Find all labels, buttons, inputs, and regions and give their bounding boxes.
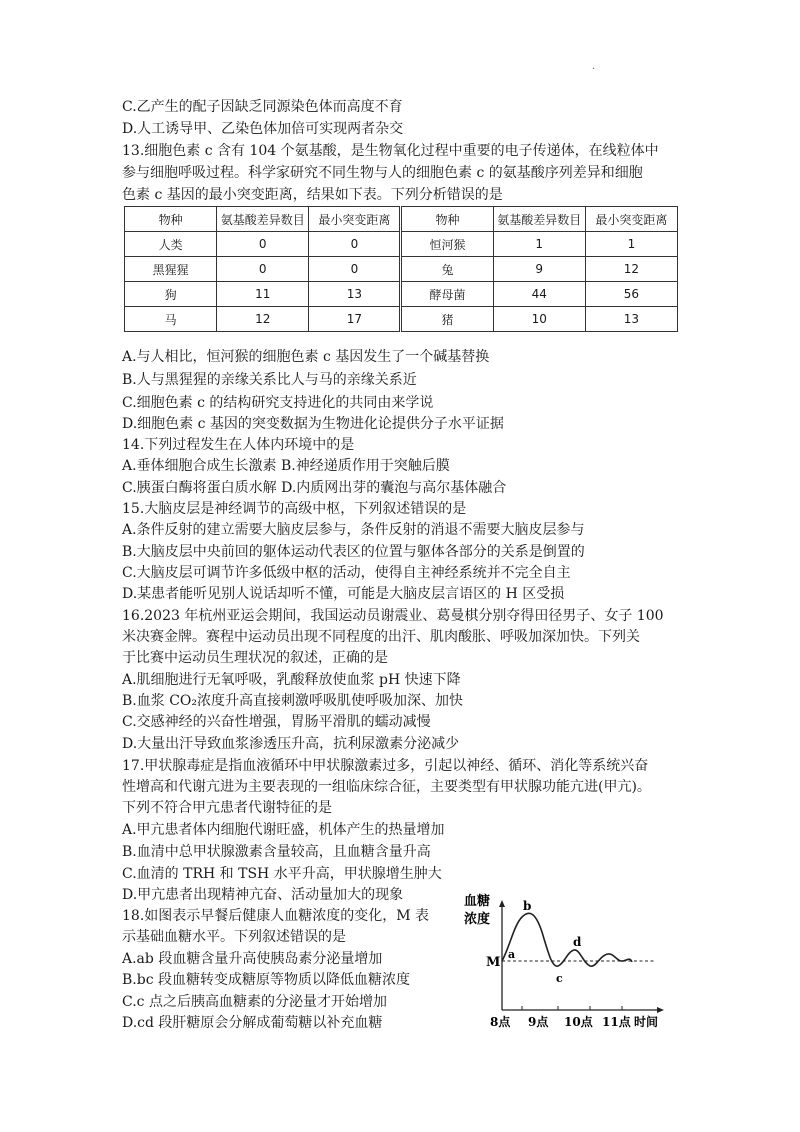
table-row: [125, 307, 678, 332]
option-15b: B.大脑皮层中央前回的躯体运动代表区的位置与躯体各部分的关系是倒置的: [122, 544, 585, 560]
table-cell: 9: [493, 257, 585, 282]
option-17a: A.甲亢患者体内细胞代谢旺盛，机体产生的热量增加: [122, 822, 445, 838]
x-axis-label: 时间: [634, 1015, 659, 1029]
x-axis-arrow-icon: [657, 1007, 664, 1013]
y-axis-arrow-icon: [499, 900, 505, 907]
option-18c: C.c 点之后胰高血糖素的分泌量才开始增加: [122, 994, 387, 1010]
option-16b: B.血浆 CO₂浓度升高直接刺激呼吸肌使呼吸加深、加快: [122, 693, 463, 709]
table-cell: 11: [217, 282, 309, 307]
point-label-d: d: [573, 935, 582, 949]
question-13-line-3: 色素 c 基因的最小突变距离，结果如下表。下列分析错误的是: [122, 187, 503, 203]
y-label-1: 血糖: [464, 894, 491, 909]
table-cell: 13: [309, 282, 401, 307]
cytochrome-c-table: [124, 206, 678, 332]
option-17c: C.血清的 TRH 和 TSH 水平升高，甲状腺增生肿大: [122, 866, 442, 882]
option-17d: D.甲亢患者出现精神亢奋、活动量加大的现象: [122, 887, 404, 903]
page-mark: ·: [592, 64, 596, 75]
question-14: 14.下列过程发生在人体内环境中的是: [122, 437, 355, 453]
question-13-line-2: 参与细胞呼吸过程。科学家研究不同生物与人的细胞色素 c 的氨基酸序列差异和细胞: [122, 165, 643, 181]
point-label-c: c: [556, 972, 563, 985]
option-18d: D.cd 段肝糖原会分解成葡萄糖以补充血糖: [122, 1015, 383, 1031]
option-18a: A.ab 段血糖含量升高使胰岛素分泌量增加: [122, 951, 383, 967]
question-13-line-1: 13.细胞色素 c 含有 104 个氨基酸，是生物氧化过程中重要的电子传递体，在线粒体中: [122, 143, 659, 159]
option-12c: C.乙产生的配子因缺乏同源染色体而高度不育: [122, 99, 403, 115]
x-tick-label: 10点: [564, 1015, 593, 1029]
table-cell: 1: [493, 232, 585, 257]
x-tick-label: 9点: [528, 1015, 549, 1029]
option-15c: C.大脑皮层可调节许多低级中枢的活动，使得自主神经系统并不完全自主: [122, 565, 571, 581]
table-cell: 恒河猴: [401, 232, 493, 257]
question-16-line-1: 16.2023 年杭州亚运会期间，我国运动员谢震业、葛曼棋分别夺得田径男子、女子 100: [122, 608, 664, 624]
table-header: 物种: [125, 207, 217, 232]
table-header: 物种: [401, 207, 493, 232]
table-row: [125, 282, 678, 307]
question-17-line-3: 下列不符合甲亢患者代谢特征的是: [122, 800, 332, 816]
option-16d: D.大量出汗导致血浆渗透压升高，抗利尿激素分泌减少: [122, 736, 460, 752]
table-cell: 0: [217, 232, 309, 257]
table-header: 氨基酸差异数目: [493, 207, 585, 232]
question-16-line-2: 米决赛金牌。赛程中运动员出现不同程度的出汗、肌肉酸胀、呼吸加深加快。下列关: [122, 629, 640, 645]
table-cell: 1: [585, 232, 677, 257]
table-cell: 12: [585, 257, 677, 282]
x-tick-label: 8点: [490, 1015, 511, 1029]
option-14cd: C.胰蛋白酶将蛋白质水解 D.内质网出芽的囊泡与高尔基体融合: [122, 480, 507, 496]
table-cell: 0: [309, 232, 401, 257]
table-cell: 黑猩猩: [125, 257, 217, 282]
question-18-line-2: 示基础血糖水平。下列叙述错误的是: [122, 929, 346, 945]
point-label-b: b: [523, 899, 532, 913]
option-15a: A.条件反射的建立需要大脑皮层参与，条件反射的消退不需要大脑皮层参与: [122, 522, 585, 538]
option-14ab: A.垂体细胞合成生长激素 B.神经递质作用于突触后膜: [122, 458, 450, 474]
x-tick-label: 11点: [602, 1015, 631, 1029]
option-13d: D.细胞色素 c 基因的突变数据为生物进化论提供分子水平证据: [122, 416, 504, 432]
table-row: [125, 232, 678, 257]
table-cell: 兔: [401, 257, 493, 282]
table-cell: 酵母菌: [401, 282, 493, 307]
option-18b: B.bc 段血糖转变成糖原等物质以降低血糖浓度: [122, 972, 410, 988]
table-header: 氨基酸差异数目: [217, 207, 309, 232]
option-13b: B.人与黑猩猩的亲缘关系比人与马的亲缘关系近: [122, 372, 417, 388]
question-15: 15.大脑皮层是神经调节的高级中枢，下列叙述错误的是: [122, 501, 467, 517]
option-12d: D.人工诱导甲、乙染色体加倍可实现两者杂交: [122, 121, 404, 137]
option-17b: B.血清中总甲状腺激素含量较高，且血糖含量升高: [122, 844, 431, 860]
question-16-line-3: 于比赛中运动员生理状况的叙述，正确的是: [122, 650, 388, 666]
question-17-line-1: 17.甲状腺毒症是指血液循环中甲状腺激素过多，引起以神经、循环、消化等系统兴奋: [122, 758, 649, 774]
table-cell: 0: [217, 257, 309, 282]
m-label: M: [486, 955, 501, 970]
table-row: [125, 257, 678, 282]
glucose-curve: [502, 913, 632, 966]
table-cell: 猪: [401, 307, 493, 332]
table-cell: 人类: [125, 232, 217, 257]
y-label-2: 浓度: [464, 912, 491, 927]
table-cell: 56: [585, 282, 677, 307]
option-13a: A.与人相比，恒河猴的细胞色素 c 基因发生了一个碱基替换: [122, 349, 490, 365]
table-cell: 12: [217, 307, 309, 332]
option-16a: A.肌细胞进行无氧呼吸，乳酸释放使血浆 pH 快速下降: [122, 672, 461, 688]
table-header: 最小突变距离: [585, 207, 677, 232]
question-18-line-1: 18.如图表示早餐后健康人血糖浓度的变化，M 表: [122, 908, 430, 924]
table-cell: 17: [309, 307, 401, 332]
table-cell: 44: [493, 282, 585, 307]
option-16c: C.交感神经的兴奋性增强，胃肠平滑肌的蠕动减慢: [122, 714, 431, 730]
table-cell: 狗: [125, 282, 217, 307]
table-header-row: [125, 207, 678, 232]
table-cell: 10: [493, 307, 585, 332]
point-label-a: a: [508, 948, 516, 961]
option-13c: C.细胞色素 c 的结构研究支持进化的共同由来学说: [122, 395, 434, 411]
table-cell: 0: [309, 257, 401, 282]
table-cell: 13: [585, 307, 677, 332]
question-17-line-2: 性增高和代谢亢进为主要表现的一组临床综合征，主要类型有甲状腺功能亢进(甲亢)。: [122, 779, 651, 795]
option-15d: D.某患者能听见别人说话却听不懂，可能是大脑皮层言语区的 H 区受损: [122, 586, 565, 602]
table-header: 最小突变距离: [309, 207, 401, 232]
blood-glucose-figure: [462, 890, 672, 1030]
table-cell: 马: [125, 307, 217, 332]
